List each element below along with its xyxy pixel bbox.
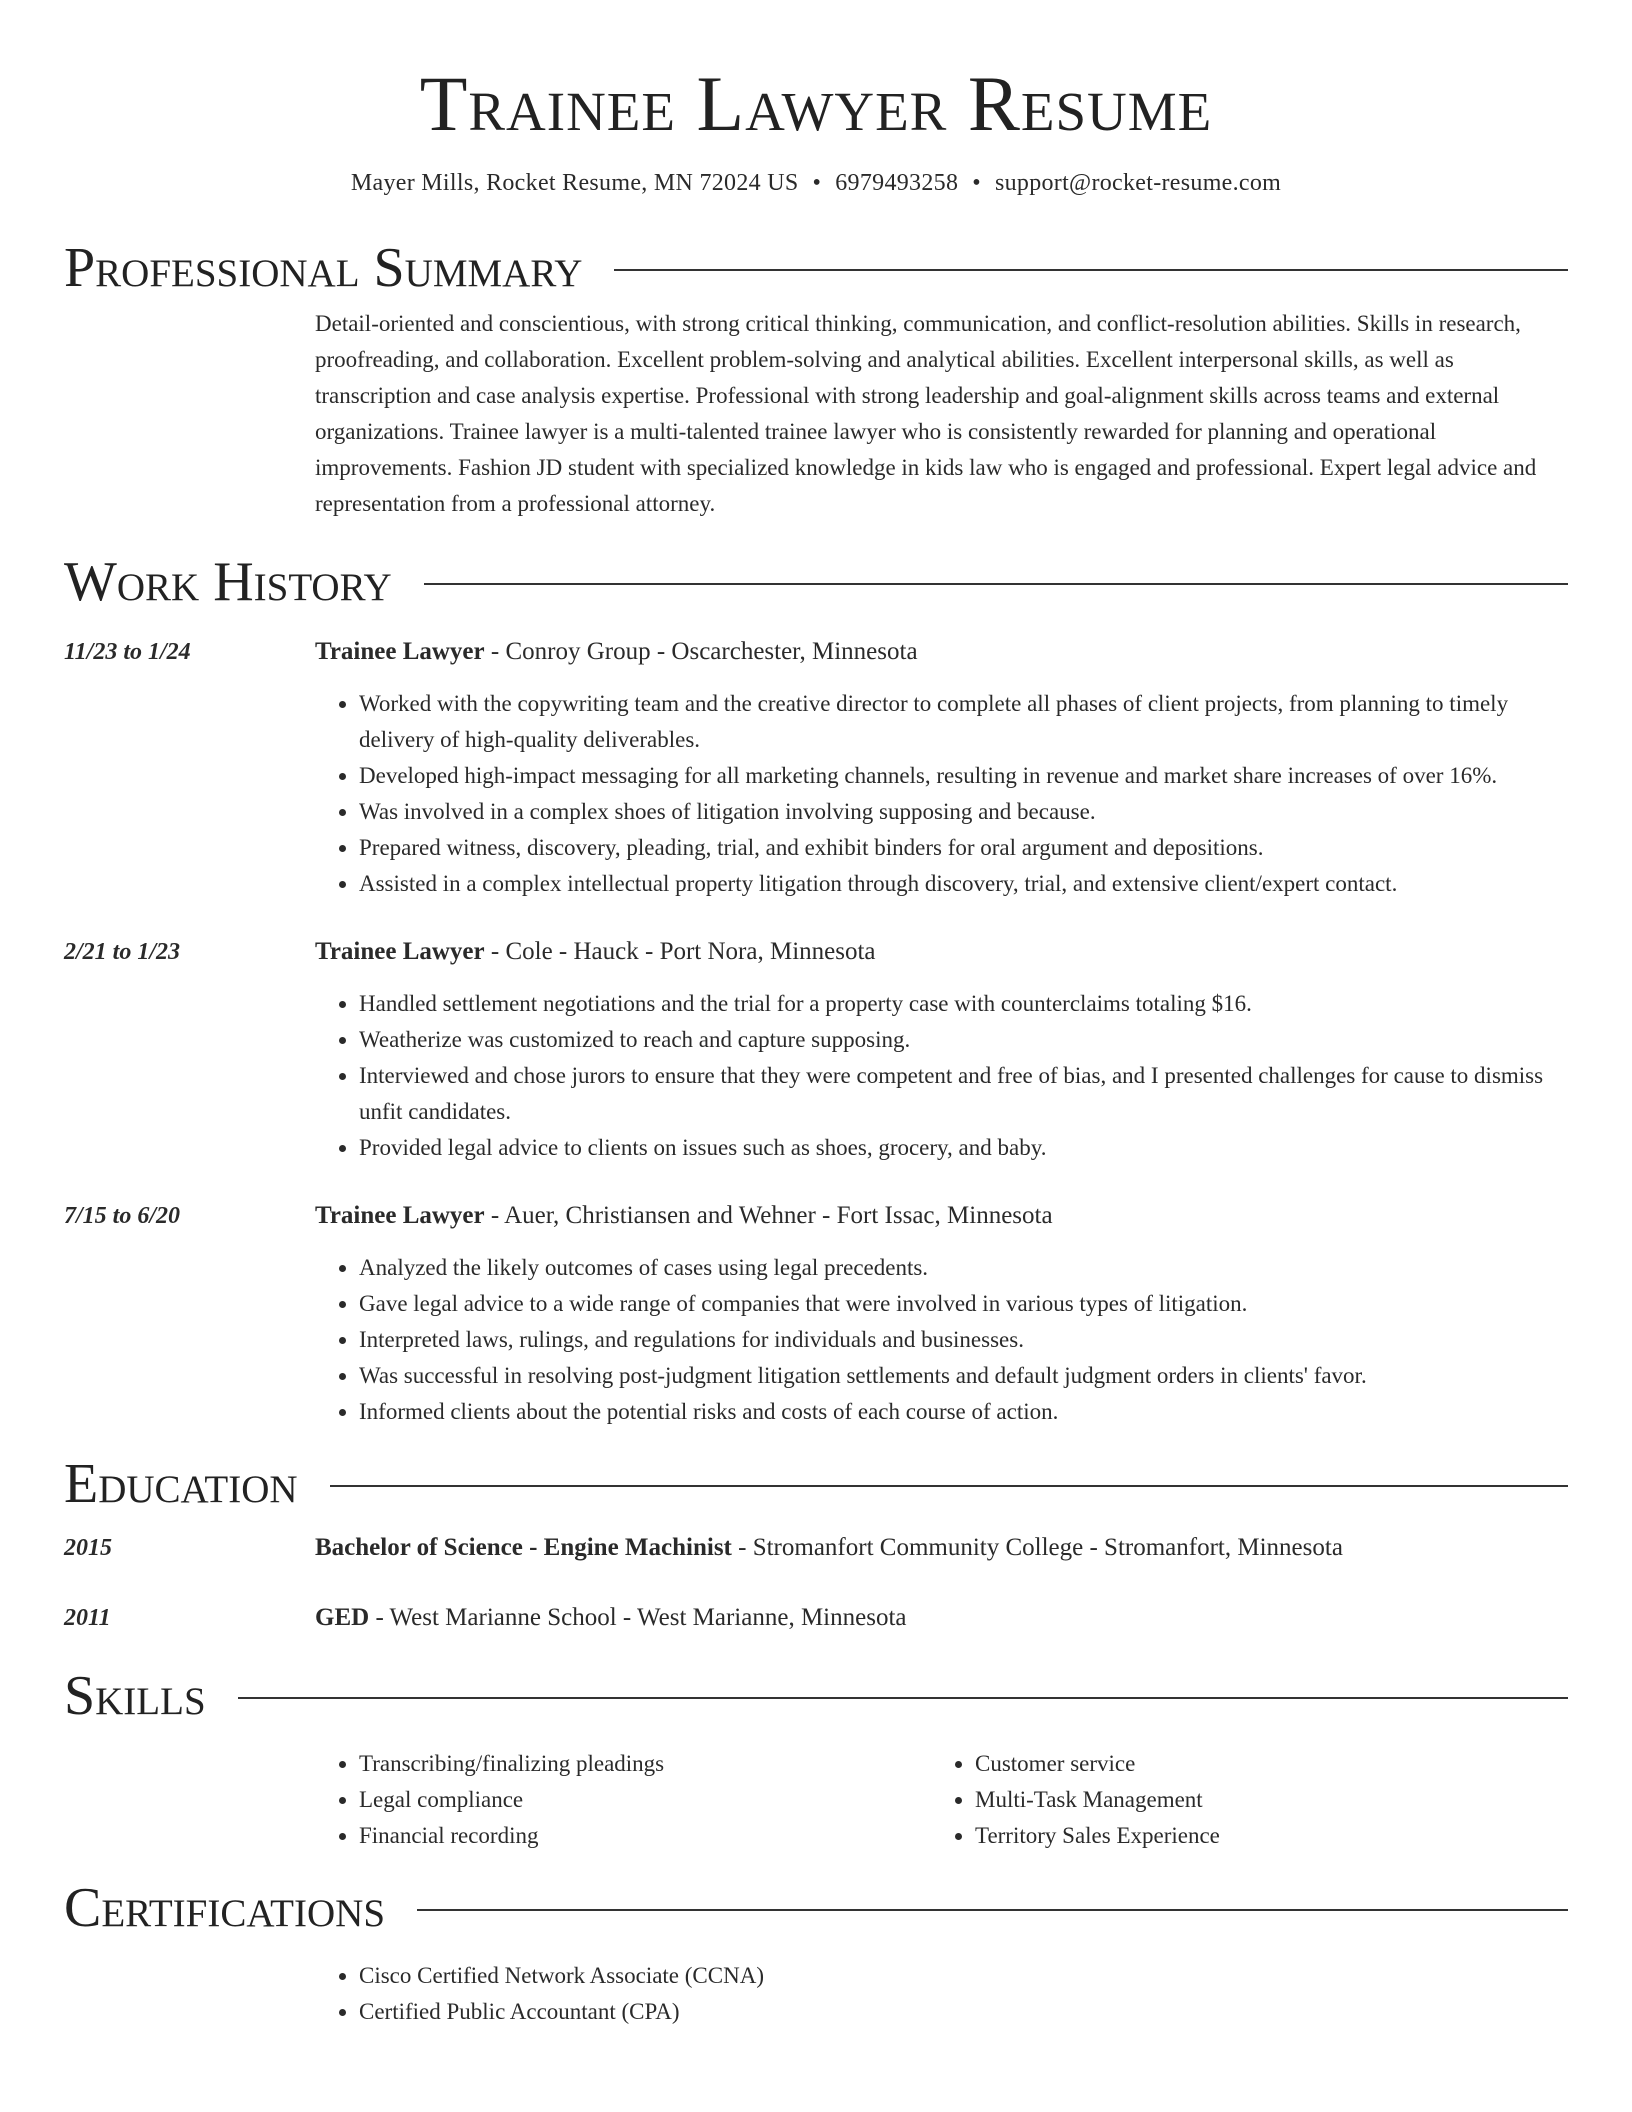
- job-bullet: • Was successful in resolving post-judgment litigation settlements and default judgment orders in clients' favor.: [359, 1358, 1568, 1394]
- job-bullet: • Interviewed and chose jurors to ensure that they were competent and free of bias, and I presented challenges for cause to dismiss unfit candidates.: [359, 1058, 1568, 1130]
- contact-separator: •: [972, 170, 981, 196]
- skill-item: • Legal compliance: [359, 1782, 931, 1818]
- job-bullet: • Worked with the copywriting team and the creative director to complete all phases of client projects, from planning to timely delivery of high-quality deliverables.: [359, 686, 1568, 758]
- contact-phone: 6979493258: [835, 170, 959, 196]
- job-content: [315, 1198, 1568, 1430]
- job-dates: 7/15 to 6/20: [64, 1203, 181, 1229]
- job-bullets: [315, 1250, 1568, 1430]
- summary-text: Detail-oriented and conscientious, with strong critical thinking, communication, and conflict-resolution abilities. Skills in research, proofreading, and collaboration. Excellent problem-solving and analytical abilities. Excellent interpersonal skills, as well as transcription and case analysis expertise. Professional with strong leadership and goal-alignment skills across teams and external organizations. Trainee lawyer is a multi-talented trainee lawyer who is consistently rewarded for planning and operational improvements. Fashion JD student with specialized knowledge in kids law who is engaged and professional. Expert legal advice and representation from a professional attorney.: [315, 311, 1537, 516]
- job-bullet: • Developed high-impact messaging for all marketing channels, resulting in revenue and market share increases of over 16%.: [359, 758, 1568, 794]
- section-divider: [330, 1485, 1568, 1487]
- job-entry: [64, 934, 1568, 1166]
- education-list: [64, 1530, 1568, 1636]
- job-dates: 2/21 to 1/23: [64, 939, 181, 965]
- education-details: - Stromanfort Community College - Stromanfort, Minnesota: [731, 1534, 1343, 1561]
- job-entry: [64, 1198, 1568, 1430]
- job-bullet: • Gave legal advice to a wide range of companies that were involved in various types of litigation.: [359, 1286, 1568, 1322]
- resume-title: Trainee Lawyer Resume: [419, 60, 1213, 147]
- job-bullet: • Was involved in a complex shoes of litigation involving supposing and because.: [359, 794, 1568, 830]
- job-bullet: • Analyzed the likely outcomes of cases using legal precedents.: [359, 1250, 1568, 1286]
- job-bullets: [315, 686, 1568, 902]
- contact-address: Mayer Mills, Rocket Resume, MN 72024 US: [350, 170, 799, 196]
- skill-item: • Financial recording: [359, 1818, 931, 1854]
- resume-page: [64, 0, 1568, 2030]
- education-degree: Bachelor of Science - Engine Machinist: [315, 1534, 732, 1561]
- job-bullets: [315, 986, 1568, 1166]
- contact-separator: •: [812, 170, 822, 196]
- job-title: Trainee Lawyer: [315, 638, 485, 665]
- education-heading-line: [315, 1600, 1568, 1636]
- education-details: - West Marianne School - West Marianne, Minnesota: [369, 1604, 907, 1631]
- skills-columns: [315, 1746, 1568, 1854]
- certification-item: • Cisco Certified Network Associate (CCNA): [359, 1958, 1568, 1994]
- job-bullet: • Weatherize was customized to reach and capture supposing.: [359, 1022, 1568, 1058]
- skills-heading: Skills: [64, 1665, 206, 1727]
- skill-item: • Territory Sales Experience: [975, 1818, 1220, 1854]
- education-year: 2011: [64, 1605, 111, 1631]
- job-bullet: • Interpreted laws, rulings, and regulations for individuals and businesses.: [359, 1322, 1568, 1358]
- section-divider: [238, 1697, 1568, 1699]
- job-details: - Auer, Christiansen and Wehner - Fort Issac, Minnesota: [484, 1202, 1053, 1229]
- job-heading: [315, 634, 1568, 670]
- job-bullet: • Prepared witness, discovery, pleading, trial, and exhibit binders for oral argument and depositions.: [359, 830, 1568, 866]
- job-entry: [64, 634, 1568, 902]
- job-bullet: • Assisted in a complex intellectual property litigation through discovery, trial, and extensive client/expert contact.: [359, 866, 1568, 902]
- job-bullet: • Informed clients about the potential risks and costs of each course of action.: [359, 1394, 1568, 1430]
- education-entry: [64, 1530, 1568, 1566]
- summary-section-header: [64, 236, 1568, 300]
- contact-line: [64, 168, 1568, 198]
- skills-right-column: [931, 1746, 1220, 1854]
- certifications-list-wrap: [315, 1958, 1568, 2030]
- job-bullet: • Handled settlement negotiations and the trial for a property case with counterclaims totaling $16.: [359, 986, 1568, 1022]
- work-heading: Work History: [64, 551, 392, 613]
- education-heading: Education: [64, 1453, 298, 1515]
- job-content: [315, 934, 1568, 1166]
- job-title: Trainee Lawyer: [315, 1202, 485, 1229]
- education-section-header: [64, 1452, 1568, 1516]
- job-dates: 11/23 to 1/24: [64, 639, 191, 665]
- job-content: [315, 634, 1568, 902]
- job-heading: [315, 934, 1568, 970]
- skill-item: • Multi-Task Management: [975, 1782, 1220, 1818]
- work-section-header: [64, 550, 1568, 614]
- section-divider: [417, 1909, 1568, 1911]
- certifications-heading: Certifications: [64, 1877, 386, 1939]
- education-entry: [64, 1600, 1568, 1636]
- job-title: Trainee Lawyer: [315, 938, 485, 965]
- skill-item: • Transcribing/finalizing pleadings: [359, 1746, 931, 1782]
- education-heading-line: [315, 1530, 1568, 1566]
- section-divider: [614, 269, 1568, 271]
- contact-email: support@rocket-resume.com: [994, 170, 1282, 196]
- skills-section-header: [64, 1664, 1568, 1728]
- certification-item: • Certified Public Accountant (CPA): [359, 1994, 1568, 2030]
- job-bullet: • Provided legal advice to clients on issues such as shoes, grocery, and baby.: [359, 1130, 1568, 1166]
- summary-heading: Professional Summary: [64, 237, 583, 299]
- work-history-list: [64, 634, 1568, 1430]
- certifications-section-header: [64, 1876, 1568, 1940]
- section-divider: [424, 583, 1568, 585]
- job-heading: [315, 1198, 1568, 1234]
- certifications-list: [315, 1958, 1568, 2030]
- job-details: - Cole - Hauck - Port Nora, Minnesota: [484, 938, 876, 965]
- skill-item: • Customer service: [975, 1746, 1220, 1782]
- education-year: 2015: [64, 1535, 112, 1561]
- education-degree: GED: [315, 1604, 370, 1631]
- job-details: - Conroy Group - Oscarchester, Minnesota: [484, 638, 918, 665]
- skills-left-column: [315, 1746, 931, 1854]
